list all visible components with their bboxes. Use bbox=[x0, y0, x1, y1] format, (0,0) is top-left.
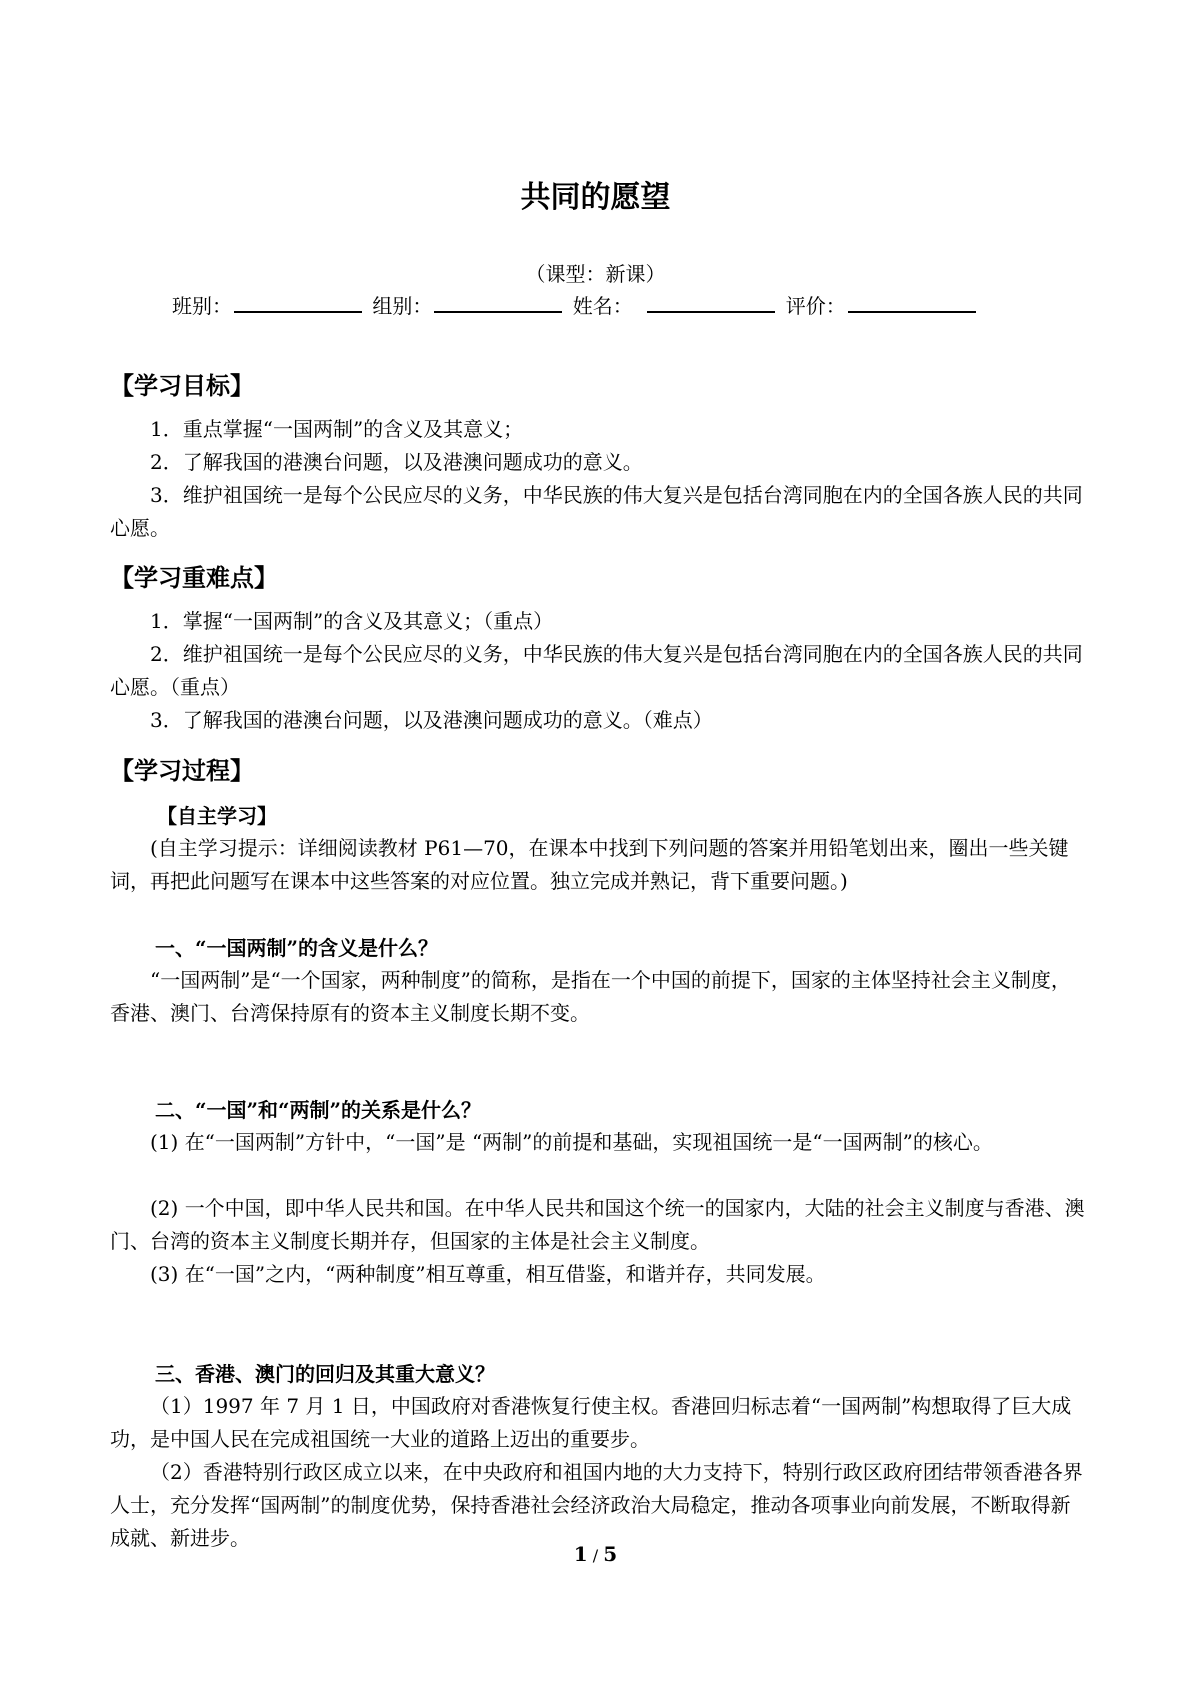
page-title: 共同的愿望 bbox=[520, 180, 671, 215]
goal-item: 3．维护祖国统一是每个公民应尽的义务，中华民族的伟大复兴是包括台湾同胞在内的全国各族人民的共同心愿。 bbox=[110, 483, 1083, 540]
student-info-row bbox=[172, 290, 980, 319]
page-separator: / bbox=[587, 1546, 604, 1565]
total-pages: 5 bbox=[603, 1542, 618, 1566]
group-blank[interactable] bbox=[434, 293, 562, 313]
keypoint-item: 1．掌握“一国两制”的含义及其意义；（重点） bbox=[150, 609, 554, 633]
keypoints-heading: 【学习重难点】 bbox=[110, 564, 278, 592]
current-page: 1 bbox=[573, 1542, 588, 1566]
question-1: 一、“一国两制”的含义是什么？ bbox=[155, 936, 439, 960]
page-number bbox=[0, 1542, 1191, 1566]
goals-heading: 【学习目标】 bbox=[110, 372, 254, 400]
class-label: 班别： bbox=[172, 294, 232, 318]
goal-item: 1．重点掌握“一国两制”的含义及其意义； bbox=[150, 417, 524, 441]
answer-3-item: （2）香港特别行政区成立以来，在中央政府和祖国内地的大力支持下，特别行政区政府团结带领香港各界人士，充分发挥“国两制”的制度优势，保持香港社会经济政治大局稳定，推动各项事业向前发展，不断取得新成就、新进步。 bbox=[110, 1460, 1083, 1550]
group-label: 组别： bbox=[372, 294, 433, 318]
keypoint-item: 3．了解我国的港澳台问题，以及港澳问题成功的意义。（难点） bbox=[150, 708, 713, 732]
answer-2-item: (3) 在“一国”之内，“两种制度”相互尊重，相互借鉴，和谐并存，共同发展。 bbox=[150, 1262, 826, 1286]
eval-blank[interactable] bbox=[848, 293, 976, 313]
self-study-heading: 【自主学习】 bbox=[157, 804, 277, 828]
answer-2-item: (2) 一个中国，即中华人民共和国。在中华人民共和国这个统一的国家内，大陆的社会主义制度与香港、澳门、台湾的资本主义制度长期并存，但国家的主体是社会主义制度。 bbox=[110, 1196, 1085, 1253]
answer-2-item: (1) 在“一国两制”方针中，“一国”是 “两制”的前提和基础，实现祖国统一是“一国两制”的核心。 bbox=[150, 1130, 993, 1154]
name-label: 姓名： bbox=[572, 294, 633, 318]
lesson-type: （课型：新课） bbox=[525, 262, 666, 286]
class-blank[interactable] bbox=[234, 293, 362, 313]
answer-3-item: （1）1997 年 7 月 1 日，中国政府对香港恢复行使主权。香港回归标志着“一国两制”构想取得了巨大成功，是中国人民在完成祖国统一大业的道路上迈出的重要步。 bbox=[110, 1394, 1072, 1451]
study-hint: (自主学习提示：详细阅读教材 P61—70，在课本中找到下列问题的答案并用铅笔划出来，圈出一些关键词，再把此问题写在课本中这些答案的对应位置。独立完成并熟记，背下重要问题。) bbox=[110, 836, 1069, 893]
goal-item: 2．了解我国的港澳台问题，以及港澳问题成功的意义。 bbox=[150, 450, 643, 474]
keypoint-item: 2．维护祖国统一是每个公民应尽的义务，中华民族的伟大复兴是包括台湾同胞在内的全国各族人民的共同心愿。（重点） bbox=[110, 642, 1083, 699]
process-heading: 【学习过程】 bbox=[110, 757, 254, 785]
question-2: 二、“一国”和“两制”的关系是什么？ bbox=[155, 1098, 482, 1122]
name-blank[interactable] bbox=[647, 293, 775, 313]
eval-label: 评价： bbox=[785, 294, 846, 318]
question-3: 三、香港、澳门的回归及其重大意义？ bbox=[155, 1362, 495, 1386]
answer-1: “一国两制”是“一个国家，两种制度”的简称，是指在一个中国的前提下，国家的主体坚持社会主义制度，香港、澳门、台湾保持原有的资本主义制度长期不变。 bbox=[110, 968, 1071, 1025]
